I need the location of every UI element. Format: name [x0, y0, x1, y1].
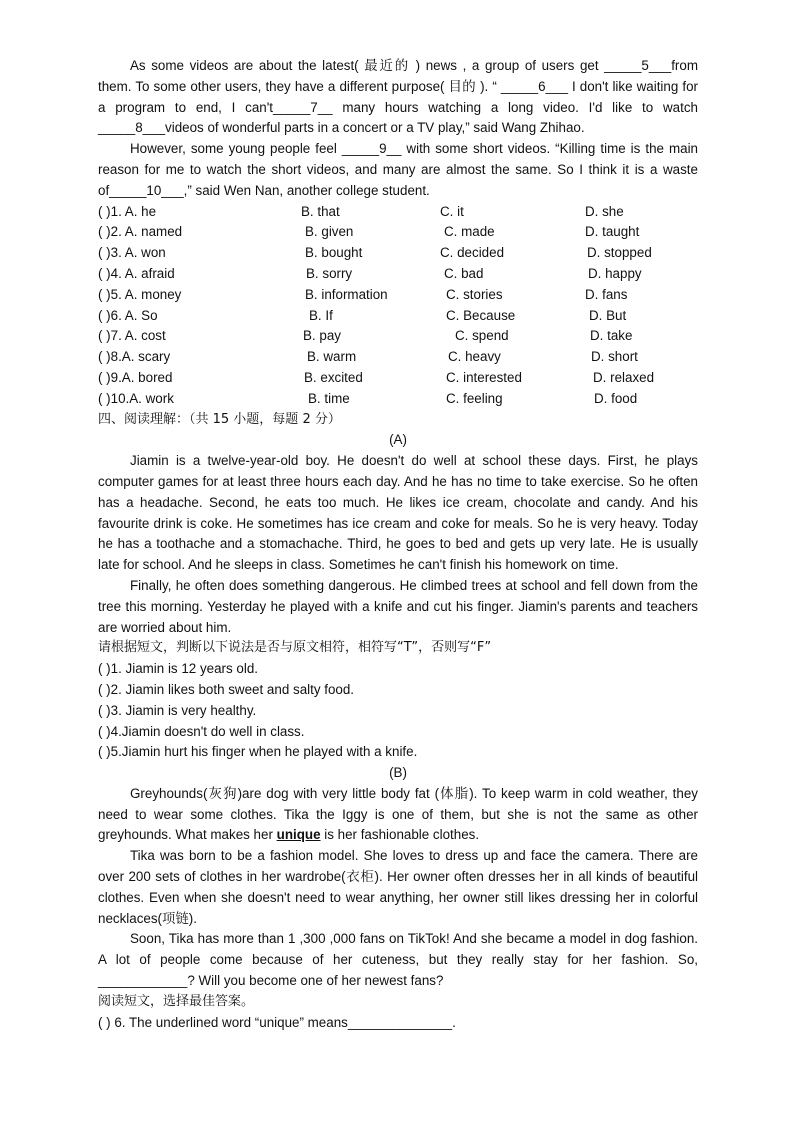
option-c: C. decided: [440, 245, 505, 261]
statement-text: ( )4.Jiamin doesn't do well in class.: [98, 723, 305, 739]
option-d: D. short: [591, 349, 638, 365]
option-d: D. happy: [588, 265, 642, 281]
option-row: [98, 264, 698, 285]
option-b: B. sorry: [306, 265, 353, 281]
option-b: B. bought: [305, 245, 363, 261]
option-row: [98, 243, 698, 264]
option-c: C. stories: [446, 286, 503, 302]
text-line: of beautiful clothes. Even when she doesn't need to wear anything, her owner still likes: [98, 869, 698, 905]
tf-instruction: 请根据短文，判断以下说法是否与原文相符，相符写“T”，否则写“F”: [98, 640, 492, 656]
answer-blank[interactable]: ( )5. A. money: [98, 286, 182, 302]
text-line: Soon, Tika has more than 1 ,300 ,000 fans on TikTok! And she became a model in dog: [130, 931, 648, 947]
text-line: watching a long video. I'd like to watch _____8___videos of wonderful parts in a concert or: [98, 99, 698, 136]
cloze-paragraph-2: [98, 139, 698, 201]
question-text: ( ) 6. The underlined word “unique” means______________.: [98, 1014, 456, 1030]
option-c: C. heavy: [448, 349, 501, 365]
option-row: [98, 326, 698, 347]
option-d: D. taught: [585, 224, 640, 240]
passage-a-label: (A): [389, 432, 407, 448]
cloze-paragraph-1: [98, 56, 698, 139]
mc-question[interactable]: [98, 1013, 698, 1034]
tf-statement[interactable]: [98, 701, 698, 722]
option-b: B. excited: [304, 369, 363, 385]
option-b: B. If: [309, 307, 333, 323]
option-row: [98, 222, 698, 243]
answer-blank[interactable]: ( )4. A. afraid: [98, 265, 175, 281]
text-line: So, ____________? Will you become one of her newest fans?: [98, 952, 698, 989]
text-line: dressing her in colorful necklaces(项链).: [98, 889, 698, 926]
option-d: D. take: [590, 328, 633, 344]
passage-b-paragraph-2: [98, 846, 698, 929]
text-line: Greyhounds(灰狗)are dog with very little body fat (体脂). To keep warm in cold: [130, 785, 613, 801]
answer-blank[interactable]: ( )3. A. won: [98, 245, 166, 261]
statement-text: ( )1. Jiamin is 12 years old.: [98, 661, 259, 677]
text-line: same as other greyhounds. What makes her: [98, 806, 698, 843]
passage-a-paragraph-1: [98, 451, 698, 576]
option-row: [98, 285, 698, 306]
text-line: from the tree this morning. Yesterday he played with a knife and cut his finger. Jiamin's: [98, 577, 698, 614]
option-c: C. made: [444, 224, 495, 240]
instruction-row: [98, 992, 698, 1013]
text-line: _____5___from them. To some other users, they have a different purpose( 目的 ).: [98, 58, 698, 94]
text-line: is her fashionable clothes.: [320, 827, 480, 843]
text-line: a TV play,” said Wang Zhihao.: [406, 120, 585, 136]
tf-statement[interactable]: [98, 722, 698, 743]
answer-blank[interactable]: ( )1. A. he: [98, 203, 157, 219]
passage-b-paragraph-3: [98, 929, 698, 991]
option-b: B. information: [305, 286, 388, 302]
answer-blank[interactable]: ( )10.A. work: [98, 390, 174, 406]
text-line: weather, they need to wear some clothes. Tika the Iggy is one of them, but she is not the: [98, 785, 698, 822]
answer-blank[interactable]: ( )6. A. So: [98, 307, 158, 323]
option-b: B. that: [301, 203, 340, 219]
tf-statement[interactable]: [98, 659, 698, 680]
option-b: B. given: [305, 224, 354, 240]
text-line: As some videos are about the latest( 最近的 ) news , a group of users get: [130, 58, 599, 73]
option-c: C. feeling: [446, 390, 503, 406]
option-c: C. spend: [455, 328, 509, 344]
option-row: [98, 306, 698, 327]
option-d: D. But: [589, 307, 627, 323]
text-line: gets up very late. He is usually late for school. And he sleeps in class. Sometimes he can't: [98, 536, 698, 573]
option-row: [98, 347, 698, 368]
mc-instruction: 阅读短文，选择最佳答案。: [98, 993, 255, 1009]
text-line: Tika was born to be a fashion model. She loves to dress up and face the camera. There: [130, 848, 674, 864]
answer-blank[interactable]: ( )8.A. scary: [98, 349, 171, 365]
option-c: C. Because: [446, 307, 516, 323]
text-line: the main reason for me to watch the short videos, and many are almost the same. So I think: [98, 141, 698, 177]
option-d: D. food: [594, 390, 638, 406]
tf-statement[interactable]: [98, 742, 698, 763]
text-line: “ _____6___ I don't like waiting for a program to end, I can't_____7__ many hours: [98, 78, 698, 115]
answer-blank[interactable]: ( )7. A. cost: [98, 328, 166, 344]
text-line: computer games for at least three hours each day. And he has no time to take exercise. So: [98, 473, 645, 489]
option-row: [98, 202, 698, 223]
text-line: parents and teachers are worried about him.: [98, 598, 698, 635]
passage-b-paragraph-1: [98, 784, 698, 846]
option-c: C. bad: [444, 265, 484, 281]
option-c: C. it: [440, 203, 464, 219]
statement-text: ( )2. Jiamin likes both sweet and salty food.: [98, 681, 355, 697]
statement-text: ( )3. Jiamin is very healthy.: [98, 702, 257, 718]
text-line: fashion. A lot of people come because of her cuteness, but they really stay for her fashion.: [98, 931, 698, 968]
option-row: [98, 389, 698, 410]
tf-statement[interactable]: [98, 680, 698, 701]
answer-blank[interactable]: ( )9.A. bored: [98, 369, 173, 385]
text-line: he is very heavy. Today he has a toothache and a stomachache. Third, he goes to bed and: [98, 515, 698, 552]
option-b: B. warm: [307, 349, 357, 365]
answer-blank[interactable]: ( )2. A. named: [98, 224, 183, 240]
option-b: B. pay: [303, 328, 341, 344]
passage-b-label: (B): [389, 765, 407, 781]
cloze-passage: [98, 56, 698, 202]
text-line: However, some young people feel _____9__ with some short videos. “Killing time is: [130, 141, 641, 157]
section-heading: [98, 410, 698, 431]
text-line: Jiamin is a twelve-year-old boy. He doesn't do well at school these days. First, he plays: [130, 453, 698, 469]
option-d: D. fans: [585, 286, 628, 302]
option-row: [98, 368, 698, 389]
text-line: finish his homework on time.: [449, 557, 619, 573]
cloze-options: [98, 202, 698, 410]
section-title: 四、阅读理解：（共 15 小题，每题 2 分）: [98, 411, 341, 427]
passage-a-paragraph-2: [98, 576, 698, 638]
text-line: Finally, he often does something dangerous. He climbed trees at school and fell down: [130, 577, 644, 593]
instruction-row: [98, 638, 698, 659]
option-d: D. stopped: [587, 245, 652, 261]
text-line: he often has a headache. Second, he eats too much. He likes ice cream, chocolate and: [98, 473, 698, 510]
underlined-word: unique: [276, 827, 321, 843]
option-b: B. time: [308, 390, 350, 406]
statement-text: ( )5.Jiamin hurt his finger when he played with a knife.: [98, 744, 418, 760]
text-line: candy. And his favourite drink is coke. He sometimes has ice cream and coke for meals. So: [98, 494, 698, 531]
option-d: D. she: [585, 203, 624, 219]
exam-page: [98, 56, 698, 1033]
text-line: are over 200 sets of clothes in her wardrobe(衣柜). Her owner often dresses her in all kinds: [98, 848, 698, 885]
option-c: C. interested: [446, 369, 522, 385]
option-d: D. relaxed: [593, 369, 655, 385]
text-line: it is a waste of_____10___,” said Wen Nan, another college student.: [98, 161, 698, 198]
